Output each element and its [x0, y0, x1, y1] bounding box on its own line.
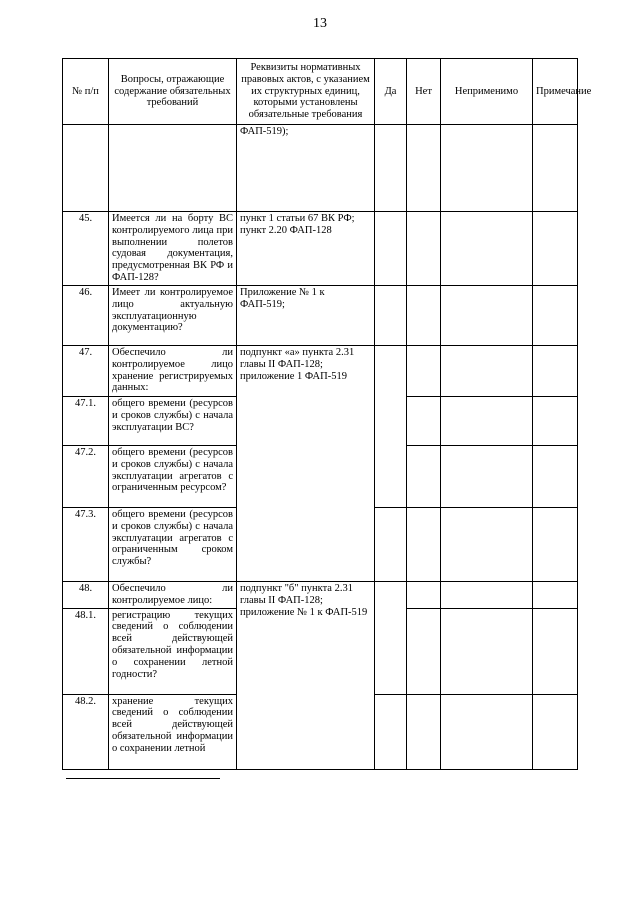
cell-yes[interactable] — [375, 508, 407, 582]
cell-yes[interactable] — [375, 125, 407, 212]
cell-na[interactable] — [441, 346, 533, 397]
cell-no[interactable] — [407, 125, 441, 212]
cell-na[interactable] — [441, 694, 533, 769]
cell-note[interactable] — [533, 582, 578, 609]
row-question: Обеспечило ли контролируемое лицо хранение регистрируемых данных: — [109, 346, 237, 397]
row-question: Обеспечило ли контролируемое лицо: — [109, 582, 237, 609]
cell-na[interactable] — [441, 608, 533, 694]
cell-note[interactable] — [533, 608, 578, 694]
cell-note[interactable] — [533, 286, 578, 346]
page-number: 13 — [313, 16, 327, 31]
cell-na[interactable] — [441, 212, 533, 286]
row-question: регистрацию текущих сведений о соблюдении всей действующей обязательной информации о сохранении летной годности? — [109, 608, 237, 694]
header-na: Неприменимо — [441, 59, 533, 125]
cell-no[interactable] — [407, 608, 441, 694]
cell-na[interactable] — [441, 286, 533, 346]
cell-yes[interactable] — [375, 212, 407, 286]
row-question: общего времени (ресурсов и сроков службы) с начала эксплуатации ВС? — [109, 397, 237, 446]
row-num — [63, 125, 109, 212]
cell-note[interactable] — [533, 212, 578, 286]
row-ref: подпункт "б" пункта 2.31 главы II ФАП-128; приложение № 1 к ФАП-519 — [237, 582, 375, 770]
requirements-table — [62, 58, 592, 770]
table-row — [63, 125, 578, 212]
cell-no[interactable] — [407, 694, 441, 769]
row-num: 47. — [63, 346, 109, 397]
cell-no[interactable] — [407, 397, 441, 446]
row-num: 45. — [63, 212, 109, 286]
row-num: 48.1. — [63, 608, 109, 694]
cell-note[interactable] — [533, 346, 578, 397]
cell-note[interactable] — [533, 446, 578, 508]
cell-na[interactable] — [441, 582, 533, 609]
table-row — [63, 286, 578, 346]
cell-yes[interactable] — [375, 694, 407, 769]
row-question: общего времени (ресурсов и сроков службы) с начала эксплуатации агрегатов с ограниченным сроком службы? — [109, 508, 237, 582]
table-row — [63, 212, 578, 286]
row-num: 48.2. — [63, 694, 109, 769]
cell-no[interactable] — [407, 286, 441, 346]
footnote-divider — [66, 778, 220, 779]
row-num: 48. — [63, 582, 109, 609]
cell-na[interactable] — [441, 508, 533, 582]
row-question: Имеется ли на борту ВС контролируемого лица при выполнении полетов судовая документация, предусмотренная ВК РФ и ФАП-128? — [109, 212, 237, 286]
cell-yes[interactable] — [375, 582, 407, 695]
cell-yes[interactable] — [375, 346, 407, 508]
cell-note[interactable] — [533, 508, 578, 582]
row-question: хранение текущих сведений о соблюдении всей действующей обязательной информации о сохранении летной — [109, 694, 237, 769]
header-question: Вопросы, отражающие содержание обязательных требований — [109, 59, 237, 125]
row-num: 47.3. — [63, 508, 109, 582]
header-num: № п/п — [63, 59, 109, 125]
row-ref: подпункт «а» пункта 2.31 главы II ФАП-128; приложение 1 ФАП-519 — [237, 346, 375, 582]
row-num: 46. — [63, 286, 109, 346]
cell-note[interactable] — [533, 397, 578, 446]
header-yes: Да — [375, 59, 407, 125]
row-question: Имеет ли контролируемое лицо актуальную эксплуатационную документацию? — [109, 286, 237, 346]
row-question: общего времени (ресурсов и сроков службы) с начала эксплуатации агрегатов с ограниченным ресурсом? — [109, 446, 237, 508]
row-ref: ФАП-519); — [237, 125, 375, 212]
cell-no[interactable] — [407, 582, 441, 609]
row-question — [109, 125, 237, 212]
row-ref: Приложение № 1 к ФАП-519; — [237, 286, 375, 346]
header-note: Примечание — [533, 59, 578, 125]
table-row — [63, 346, 578, 397]
cell-no[interactable] — [407, 346, 441, 397]
cell-no[interactable] — [407, 212, 441, 286]
header-requisites: Реквизиты нормативных правовых актов, с указанием их структурных единиц, которыми установлены обязательные требования — [237, 59, 375, 125]
header-no: Нет — [407, 59, 441, 125]
cell-na[interactable] — [441, 397, 533, 446]
cell-na[interactable] — [441, 446, 533, 508]
cell-no[interactable] — [407, 446, 441, 508]
row-num: 47.1. — [63, 397, 109, 446]
cell-yes[interactable] — [375, 286, 407, 346]
cell-note[interactable] — [533, 125, 578, 212]
cell-no[interactable] — [407, 508, 441, 582]
cell-note[interactable] — [533, 694, 578, 769]
table-header-row — [63, 59, 578, 125]
row-num: 47.2. — [63, 446, 109, 508]
table-row — [63, 582, 578, 609]
row-ref: пункт 1 статьи 67 ВК РФ; пункт 2.20 ФАП-128 — [237, 212, 375, 286]
cell-na[interactable] — [441, 125, 533, 212]
